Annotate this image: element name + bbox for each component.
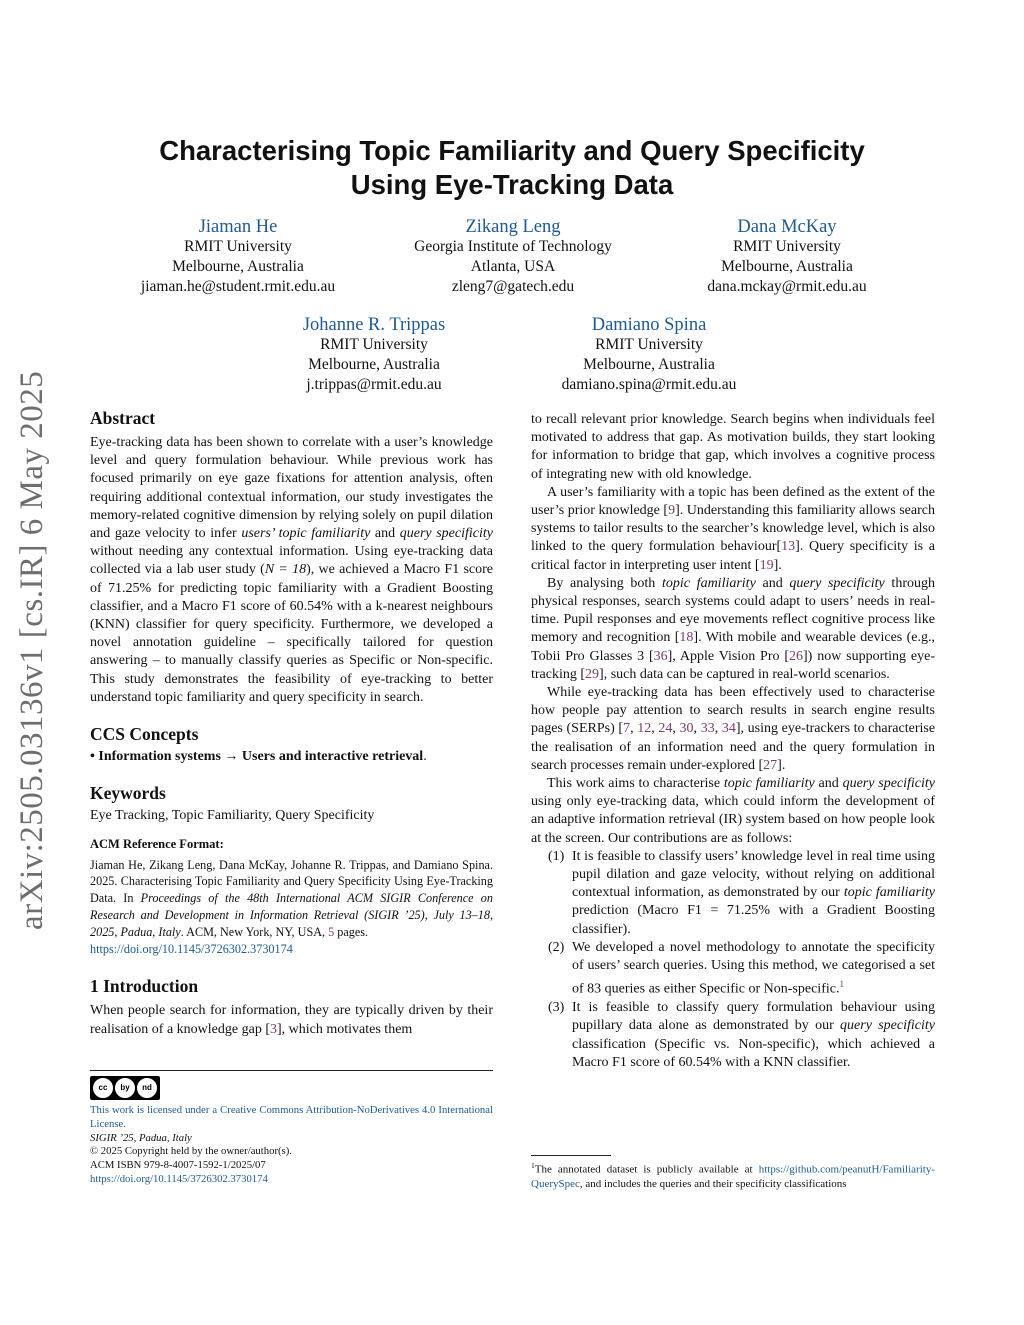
emphasis: query specificity — [840, 1018, 935, 1034]
cc-icon: cc — [93, 1078, 113, 1098]
abstract-text-part: and — [370, 526, 400, 542]
right-column — [531, 411, 935, 1072]
paragraph-part: ]. Query specificity is a critical factor in interpreting user intent [ — [531, 539, 936, 573]
author-location: Atlanta, USA — [470, 258, 556, 275]
paragraph-part: and — [814, 776, 843, 792]
citation-link[interactable]: 24 — [658, 721, 673, 737]
paragraph-part: This work aims to characterise — [547, 776, 724, 792]
paragraph-part: through physical responses, search systems could adapt to users’ needs in real-time. Pupil responses and eye movements reflect cognitive process like memory and recognition [ — [531, 575, 935, 646]
footnote-number: 1 — [531, 1161, 535, 1170]
item-text: classification (Specific vs. Non-specific), which achieved a Macro F1 score of 60.54% with a KNN classifier. — [572, 1036, 935, 1070]
ccs-concepts — [90, 748, 493, 766]
by-icon: by — [115, 1078, 135, 1098]
dataset-link[interactable]: https://github.com/peanutH/Familiarity-QuerySpec — [531, 1163, 935, 1190]
intro-text-part: When people search for information, they are typically driven by their realisation of a knowledge gap [ — [90, 1003, 493, 1037]
author-email[interactable]: damiano.spina@rmit.edu.au — [561, 376, 737, 393]
emphasis: topic familiarity — [723, 776, 815, 792]
acm-reference-part: . ACM, New York, NY, USA, — [180, 924, 329, 939]
copyright-text: © 2025 Copyright held by the owner/author(s). — [90, 1145, 292, 1158]
author-name[interactable]: Jiaman He — [198, 217, 278, 237]
footnote-text: The annotated dataset is publicly available at — [534, 1163, 759, 1176]
acm-reference-doi-link[interactable]: https://doi.org/10.1145/3726302.3730174 — [90, 941, 293, 956]
abstract-text-part: without needing any contextual information. Using eye-tracking data collected via a lab user study ( — [90, 544, 493, 578]
license-block — [90, 1076, 493, 1187]
abstract-emphasis: users’ topic familiarity — [241, 526, 371, 542]
author-block — [519, 314, 779, 395]
item-text: It is feasible to classify query formulation behaviour using pupillary data alone as demonstrated by our — [572, 1000, 935, 1034]
footnote-marker[interactable]: 1 — [839, 979, 844, 990]
license-doi-link[interactable]: https://doi.org/10.1145/3726302.3730174 — [90, 1172, 268, 1185]
intro-paragraph-3 — [531, 575, 935, 684]
paragraph-part: ], using eye-trackers to characterise the realisation of an information need and the query formulation in search processes remain under-explored [ — [531, 721, 936, 773]
author-affiliation: RMIT University — [320, 336, 428, 353]
venue-text: SIGIR ’25, Padua, Italy — [90, 1131, 192, 1144]
author-name[interactable]: Dana McKay — [737, 217, 837, 237]
author-location: Melbourne, Australia — [308, 356, 440, 373]
intro-text-part: ], which motivates them — [277, 1021, 413, 1037]
arxiv-identifier: arXiv:2505.03136v1 [cs.IR] 6 May 2025 — [14, 370, 50, 930]
contribution-item — [531, 939, 935, 999]
intro-paragraph-4: While eye-tracking data has been effectively used to characterise how people pay attention to search results in search engine results pages (SERPs) [7, 12, 24, 30, 33, 34], using eye-trackers to characterise the realisation of an information need and the query formulation in search processes remain under-explored [27]. — [531, 685, 936, 773]
citation-link[interactable]: 30 — [679, 721, 694, 737]
author-email[interactable]: j.trippas@rmit.edu.au — [306, 376, 442, 393]
contribution-item — [531, 848, 935, 939]
abstract-text-part: Eye-tracking data has been shown to correlate with a user’s knowledge level and query formulation behaviour. While previous work has focused primarily on eye gaze fixations for attention analysis, often requiring additional contextual information, our study investigates the memory-related cognitive dimension by relying solely on pupil dilation and gaze velocity to infer — [90, 435, 493, 542]
emphasis: query specificity — [842, 776, 936, 792]
license-divider — [90, 1070, 493, 1071]
abstract-text-part: ), we achieved a Macro F1 score of 71.25% for predicting topic familiarity with a Gradient Boosting classifier, and a Macro F1 score of 60.54% with a k-nearest neighbours (KNN) classifier for query specificity. Furthermore, we developed a novel annotation guideline – specifically tailored for question answering – to manually classify queries as Specific or Non-specific. This study demonstrates the feasibility of eye-tracking to better understand topic familiarity and query specificity in search. — [90, 562, 493, 705]
acm-reference-text — [90, 857, 493, 958]
author-location: Melbourne, Australia — [721, 258, 853, 275]
acm-reference-heading: ACM Reference Format: — [90, 837, 224, 852]
item-text: It is feasible to classify users’ knowledge level in real time using pupil dilation and gaze velocity, without relying on additional contextual information, as demonstrated by our — [572, 848, 935, 901]
isbn-text: ACM ISBN 979-8-4007-1592-1/2025/07 — [90, 1159, 266, 1172]
footnote-text: , and includes the queries and their specificity classifications — [579, 1177, 847, 1190]
ccs-heading: CCS Concepts — [90, 724, 199, 745]
abstract-heading: Abstract — [90, 408, 156, 428]
item-text: prediction (Macro F1 = 71.25% with a Gradient Boosting classifier). — [572, 903, 935, 937]
item-text: We developed a novel methodology to annotate the specificity of users’ search queries. Using this method, we categorised a set of 83 queries as either Specific or Non-specific. — [572, 939, 935, 997]
paragraph-part: A user’s familiarity with a topic has been defined as the extent of the user’s prior knowledge [ — [531, 484, 935, 519]
license-text[interactable]: This work is licensed under a Creative Commons Attribution-NoDerivatives 4.0 International License. — [90, 1104, 493, 1130]
abstract-emphasis: query specificity — [399, 526, 493, 542]
author-affiliation: RMIT University — [595, 336, 703, 353]
introduction-heading: 1 Introduction — [90, 976, 199, 997]
citation-link[interactable]: 27 — [763, 757, 778, 773]
ccs-concept-text: • Information systems → Users and interactive retrieval — [90, 749, 424, 765]
acm-reference-pages-link[interactable]: 5 — [328, 924, 335, 939]
citation-link[interactable]: 29 — [585, 666, 600, 682]
paragraph-part: ]. With mobile and wearable devices (e.g., Tobii Pro Glasses 3 [ — [531, 630, 935, 664]
emphasis: query specificity — [789, 575, 885, 591]
paragraph-part: and — [755, 575, 790, 591]
nd-icon: nd — [137, 1078, 157, 1098]
author-location: Melbourne, Australia — [583, 356, 715, 373]
emphasis: topic familiarity — [843, 885, 935, 901]
citation-link[interactable]: 19 — [759, 557, 774, 573]
acm-reference-proceedings: Proceedings of the 48th International ACM SIGIR Conference on Research and Development in Information Retrieval (SIGIR ’25), July 13–18, 2025, Padua, Italy — [90, 891, 493, 939]
paragraph-part: ]. — [773, 557, 782, 573]
author-name[interactable]: Johanne R. Trippas — [302, 315, 446, 335]
author-affiliation: Georgia Institute of Technology — [414, 238, 612, 255]
author-email[interactable]: zleng7@gatech.edu — [451, 278, 575, 295]
paragraph-part: By analysing both — [547, 575, 662, 591]
citation-link[interactable]: 36 — [653, 648, 668, 664]
paragraph-part: ]. Understanding this familiarity allows search systems to tailor results to the searcher’s knowledge level, which is also linked to the query formulation behaviour[ — [531, 503, 935, 555]
citation-link[interactable]: 26 — [789, 648, 804, 664]
author-block — [108, 216, 368, 297]
citation-link[interactable]: 12 — [637, 721, 652, 737]
author-location: Melbourne, Australia — [172, 258, 304, 275]
paragraph-part: While eye-tracking data has been effectively used to characterise how people pay attention to search results in search engine results pages (SERPs) [ — [531, 685, 935, 737]
contribution-item — [531, 999, 935, 1072]
paragraph-part: ]. — [777, 757, 786, 773]
abstract-n-equation: N = 18 — [264, 562, 307, 578]
title-line-1: Characterising Topic Familiarity and Query Specificity — [159, 135, 865, 166]
citation-link[interactable]: 3 — [270, 1021, 277, 1037]
paragraph-part: ], Apple Vision Pro [ — [667, 648, 790, 664]
citation-link[interactable]: 9 — [668, 503, 676, 519]
intro-paragraph-1: to recall relevant prior knowledge. Search begins when individuals feel motivated to address that gap. As motivation builds, they start looking for information to bridge that gap, which involves a cognitive process of integrating new with old knowledge. — [531, 412, 935, 482]
citation-link[interactable]: 34 — [721, 721, 736, 737]
author-email[interactable]: dana.mckay@rmit.edu.au — [707, 278, 867, 295]
author-affiliation: RMIT University — [733, 238, 841, 255]
ccs-concept-end: . — [423, 749, 427, 765]
author-block — [244, 314, 504, 395]
paper-title — [0, 134, 1024, 202]
left-column — [90, 407, 493, 1039]
title-line-2: Using Eye-Tracking Data — [350, 169, 674, 200]
keywords-heading: Keywords — [90, 783, 166, 804]
footnote-divider — [531, 1155, 611, 1156]
list-number: (3) — [548, 1000, 565, 1016]
author-affiliation: RMIT University — [184, 238, 292, 255]
author-name[interactable]: Zikang Leng — [465, 217, 561, 237]
acm-reference-part: Jiaman He, Zikang Leng, Dana McKay, Johanne R. Trippas, and Damiano Spina. 2025. Characterising Topic Familiarity and Query Specificity Using Eye-Tracking Data. In — [90, 857, 493, 906]
acm-reference-part: pages. — [334, 924, 369, 939]
footnote — [531, 1159, 935, 1191]
cc-license-badge[interactable] — [90, 1076, 160, 1100]
citation-link[interactable]: 13 — [781, 539, 796, 555]
abstract-text — [90, 434, 493, 707]
contributions-list — [531, 848, 935, 1072]
intro-paragraph-2 — [531, 484, 935, 575]
author-email[interactable]: jiaman.he@student.rmit.edu.au — [140, 278, 336, 295]
citation-link[interactable]: 33 — [700, 721, 715, 737]
keywords-text: Eye Tracking, Topic Familiarity, Query Specificity — [90, 808, 375, 824]
author-block — [383, 216, 643, 297]
paragraph-part: ], such data can be captured in real-world scenarios. — [599, 666, 890, 682]
paragraph-part: using only eye-tracking data, which could inform the development of an adaptive information retrieval (IR) system based on how people look at the screen. Our contributions are as follows: — [531, 794, 935, 846]
paragraph-part: ]) now supporting eye-tracking [ — [531, 648, 935, 682]
list-number: (1) — [548, 848, 565, 864]
author-block — [657, 216, 917, 297]
emphasis: topic familiarity — [661, 575, 756, 591]
citation-link[interactable]: 18 — [679, 630, 694, 646]
author-name[interactable]: Damiano Spina — [591, 315, 707, 335]
list-number: (2) — [548, 939, 565, 955]
intro-paragraph-5 — [531, 775, 935, 848]
citation-link[interactable]: 7 — [623, 721, 631, 737]
introduction-text — [90, 1002, 493, 1038]
